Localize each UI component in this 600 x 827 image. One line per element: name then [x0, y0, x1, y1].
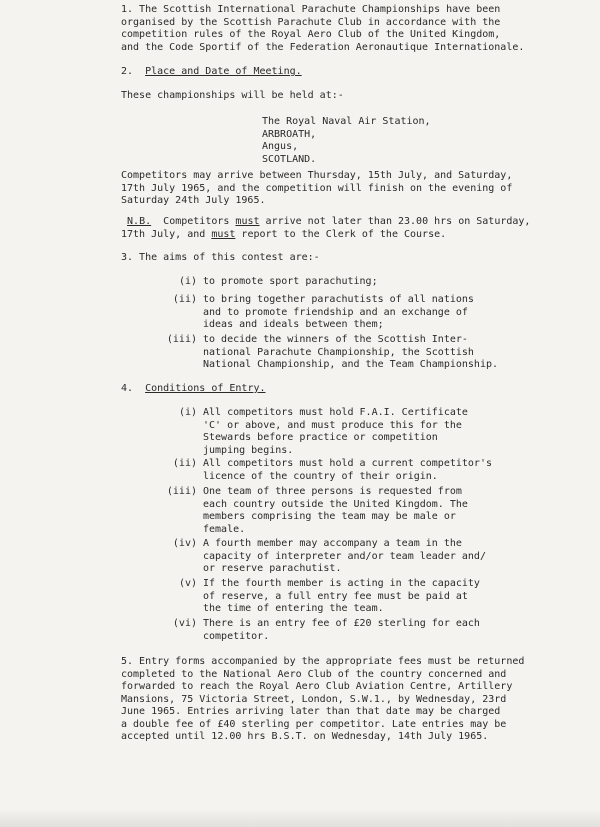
arrival-paragraph [121, 170, 512, 208]
nb-label: N.B. [127, 216, 152, 227]
condition-number: (v) [178, 578, 197, 589]
condition-text [203, 538, 486, 576]
condition-number: (iii) [166, 486, 197, 497]
address-block [262, 116, 431, 166]
section-5-line: forwarded to reach the Royal Aero Club Aviation Centre, Artillery [121, 681, 513, 692]
condition-line: A fourth member may accompany a team in the [203, 538, 462, 549]
aim-line: to decide the winners of the Scottish Inter- [203, 334, 468, 345]
condition-line: Stewards before practice or competition [203, 432, 438, 443]
intro-line: competition rules of the Royal Aero Club of the United Kingdom, [121, 29, 501, 40]
address-line: Angus, [262, 141, 299, 152]
section-3-intro [121, 252, 320, 265]
condition-line: All competitors must hold a current competitor's [203, 458, 492, 469]
nb-text: 17th July, and [121, 228, 212, 240]
aim-text [203, 276, 378, 289]
condition-text [203, 407, 468, 457]
aim-number: (iii) [166, 334, 197, 345]
nb-text: arrive not later than 23.00 hrs on Saturday, [259, 216, 531, 227]
nb-paragraph [121, 216, 530, 241]
nb-line [121, 229, 530, 242]
condition-number: (ii) [172, 458, 197, 469]
section-5-paragraph [121, 656, 524, 744]
section-title: Conditions of Entry. [145, 383, 266, 394]
aim-number: (i) [178, 276, 197, 287]
arrival-line: 17th July 1965, and the competition will finish on the evening of [121, 182, 513, 194]
aim-text [203, 334, 498, 372]
condition-text [203, 458, 492, 483]
section-5-line: Mansions, 75 Victoria Street, London, S.W.1., by Wednesday, 23rd [121, 693, 507, 705]
condition-line: One team of three persons is requested from [203, 486, 462, 497]
condition-line: each country outside the United Kingdom. The [203, 498, 468, 510]
intro-paragraph [121, 4, 524, 54]
condition-line: All competitors must hold F.A.I. Certificate [203, 407, 468, 418]
aim-line: and to promote friendship and an exchange of [203, 306, 468, 318]
section-4-heading [121, 383, 266, 396]
section-2-heading [121, 66, 302, 79]
aim-line: National Championship, and the Team Championship. [203, 359, 499, 370]
section-number: 2. [121, 66, 134, 77]
aim-line: to promote sport parachuting; [203, 276, 378, 287]
aim-line: national Parachute Championship, the Scottish [203, 346, 474, 358]
condition-line: the time of entering the team. [203, 603, 384, 614]
condition-line: If the fourth member is acting in the capacity [203, 578, 480, 589]
arrival-line: Competitors may arrive between Thursday, 15th July, and Saturday, [121, 170, 513, 181]
section-title: Place and Date of Meeting. [145, 66, 302, 77]
condition-line: 'C' or above, and must produce this for the [203, 419, 462, 431]
section-5-line: 5. Entry forms accompanied by the appropriate fees must be returned [121, 656, 525, 667]
aim-number: (ii) [172, 294, 197, 305]
nb-text: Competitors [163, 216, 236, 227]
aim-line: to bring together parachutists of all nations [203, 294, 474, 305]
intro-line: 1. The Scottish International Parachute Championships have been [121, 4, 501, 15]
section-5-line: accepted until 12.00 hrs B.S.T. on Wednesday, 14th July 1965. [121, 731, 489, 742]
condition-line: licence of the country of their origin. [203, 470, 438, 482]
section-number: 4. [121, 383, 134, 394]
condition-number: (iv) [172, 538, 197, 549]
scan-bottom-shadow [0, 809, 600, 827]
nb-line [121, 216, 530, 229]
condition-line: of reserve, a full entry fee must be paid at [203, 590, 468, 602]
address-line: ARBROATH, [262, 128, 317, 140]
venue-intro-text: These championships will be held at:- [121, 90, 344, 101]
section-5-line: completed to the National Aero Club of the country concerned and [121, 668, 507, 680]
condition-line: capacity of interpreter and/or team leader and/ [203, 550, 486, 562]
condition-number: (i) [178, 407, 197, 418]
condition-line: There is an entry fee of £20 sterling for each [203, 618, 480, 629]
condition-text [203, 578, 480, 616]
condition-line: members comprising the team may be male or [203, 511, 456, 522]
condition-line: female. [203, 523, 246, 535]
must-emphasis: must [211, 228, 236, 240]
address-line: The Royal Naval Air Station, [262, 116, 431, 127]
condition-text [203, 618, 480, 643]
must-emphasis: must [235, 216, 260, 227]
condition-line: or reserve parachutist. [203, 563, 342, 574]
arrival-line: Saturday 24th July 1965. [121, 195, 266, 206]
condition-number: (vi) [172, 618, 197, 629]
intro-line: organised by the Scottish Parachute Club in accordance with the [121, 16, 501, 28]
venue-intro [121, 90, 344, 103]
condition-line: jumping begins. [203, 444, 294, 456]
aim-line: ideas and ideals between them; [203, 319, 384, 330]
condition-text [203, 486, 468, 536]
address-line: SCOTLAND. [262, 153, 317, 165]
aim-text [203, 294, 474, 332]
section-5-line: June 1965. Entries arriving later than that date may be charged [121, 706, 501, 717]
section-3-text: 3. The aims of this contest are:- [121, 252, 320, 263]
intro-line: and the Code Sportif of the Federation Aeronautique Internationale. [121, 41, 525, 53]
condition-line: competitor. [203, 630, 270, 642]
nb-text: report to the Clerk of the Course. [235, 228, 447, 240]
section-5-line: a double fee of £40 sterling per competitor. Late entries may be [121, 718, 507, 730]
